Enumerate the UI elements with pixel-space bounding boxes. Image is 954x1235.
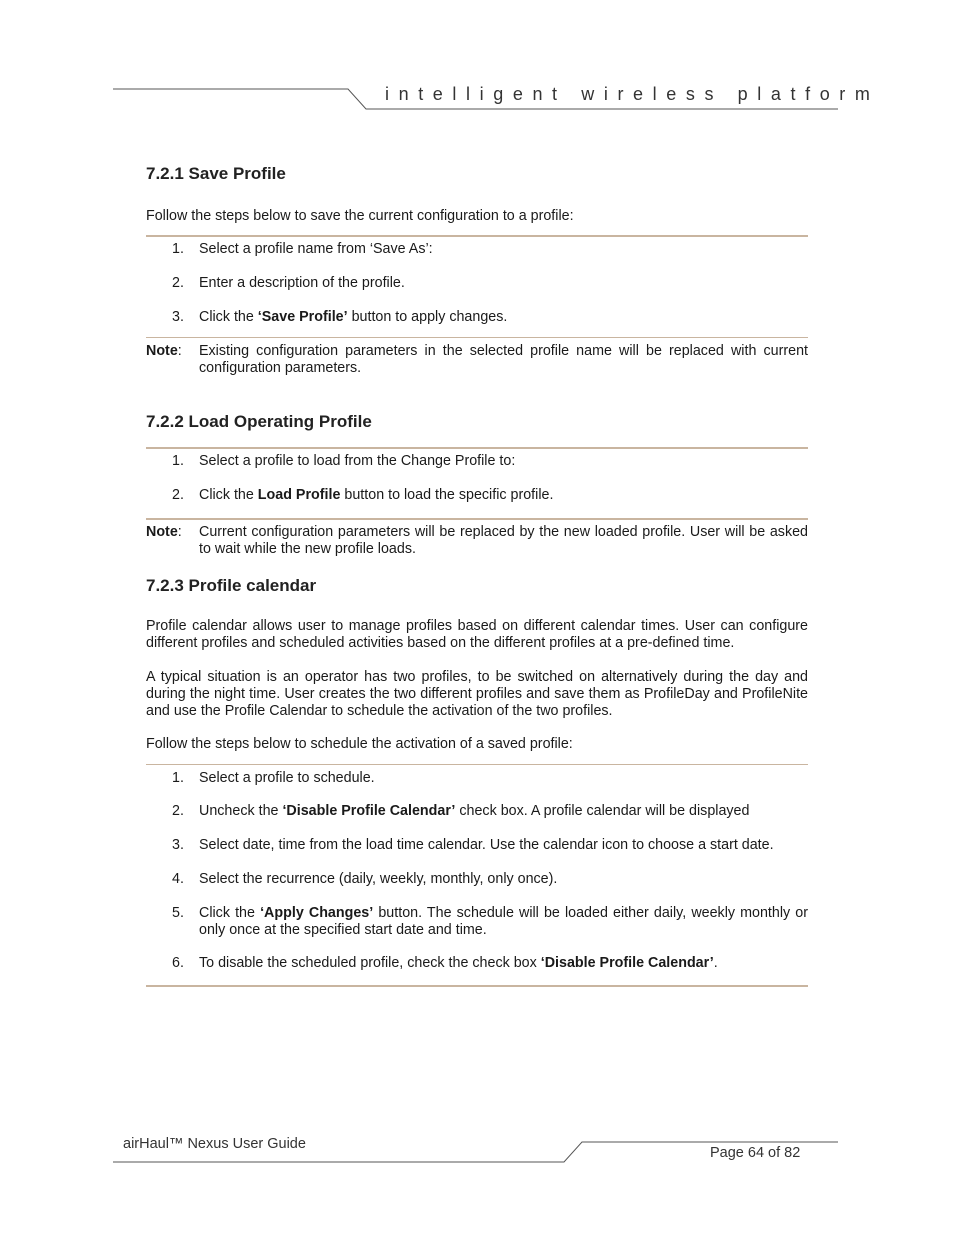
step-text: Enter a description of the profile. [199, 275, 405, 291]
note-text: Existing configuration parameters in the selected profile name will be replaced with current configuration parameters. [199, 343, 808, 376]
profile-calendar-para2: A typical situation is an operator has two profiles, to be switched on alternatively during the day and during the night time. User creates the two different profiles and save them as ProfileDay and ProfileNite and use the Profile Calendar to schedule the activation of the two profiles. [146, 669, 808, 719]
divider [146, 985, 808, 987]
section-heading-load-profile: 7.2.2 Load Operating Profile [146, 412, 372, 431]
step-text: Click the ‘Apply Changes’ button. The schedule will be loaded either daily, weekly monthly or only once at the specified start date and time. [199, 905, 809, 938]
step-number: 1. [172, 770, 184, 786]
step-text: Select a profile to schedule. [199, 770, 375, 786]
step-number: 6. [172, 955, 184, 971]
step-text: Uncheck the ‘Disable Profile Calendar’ check box. A profile calendar will be displayed [199, 803, 750, 819]
bold-term: ‘Disable Profile Calendar’ [540, 955, 714, 971]
step-number: 1. [172, 453, 184, 469]
step-text: Click the ‘Save Profile’ button to apply changes. [199, 309, 508, 325]
step-number: 2. [172, 803, 184, 819]
footer-page-number: Page 64 of 82 [710, 1145, 801, 1161]
step-number: 1. [172, 241, 184, 257]
step-text: Select the recurrence (daily, weekly, monthly, only once). [199, 871, 558, 887]
bold-term: ‘Save Profile’ [257, 309, 348, 325]
bold-term: ‘Apply Changes’ [260, 905, 374, 921]
divider [146, 764, 808, 765]
note-label: Note: [146, 524, 182, 540]
step-number: 2. [172, 275, 184, 291]
note-label: Note: [146, 343, 182, 359]
profile-calendar-para1: Profile calendar allows user to manage profiles based on different calendar times. User can configure different profiles and scheduled activities based on the different profiles at a pre-defined time. [146, 618, 808, 651]
step-text: Select a profile to load from the Change Profile to: [199, 453, 516, 469]
profile-calendar-intro: Follow the steps below to schedule the activation of a saved profile: [146, 736, 573, 752]
section-heading-profile-calendar: 7.2.3 Profile calendar [146, 576, 317, 595]
save-profile-intro: Follow the steps below to save the current configuration to a profile: [146, 208, 574, 224]
step-number: 4. [172, 871, 184, 887]
step-text: To disable the scheduled profile, check the check box ‘Disable Profile Calendar’. [199, 955, 718, 971]
divider [146, 518, 808, 520]
step-number: 3. [172, 309, 184, 325]
section-heading-save-profile: 7.2.1 Save Profile [146, 164, 286, 183]
note-text: Current configuration parameters will be replaced by the new loaded profile. User will be asked to wait while the new profile loads. [199, 524, 808, 557]
bold-term: Load Profile [257, 487, 341, 503]
step-number: 5. [172, 905, 184, 921]
step-text: Click the Load Profile button to load the specific profile. [199, 487, 554, 503]
footer-guide-title: airHaul™ Nexus User Guide [123, 1136, 306, 1152]
step-text: Select date, time from the load time calendar. Use the calendar icon to choose a start date. [199, 837, 774, 853]
divider [146, 447, 808, 449]
bold-term: ‘Disable Profile Calendar’ [282, 803, 456, 819]
header-tagline: intelligent wireless platform [385, 84, 880, 104]
step-text: Select a profile name from ‘Save As’: [199, 241, 433, 257]
divider [146, 337, 808, 338]
step-number: 3. [172, 837, 184, 853]
divider [146, 235, 808, 237]
step-number: 2. [172, 487, 184, 503]
